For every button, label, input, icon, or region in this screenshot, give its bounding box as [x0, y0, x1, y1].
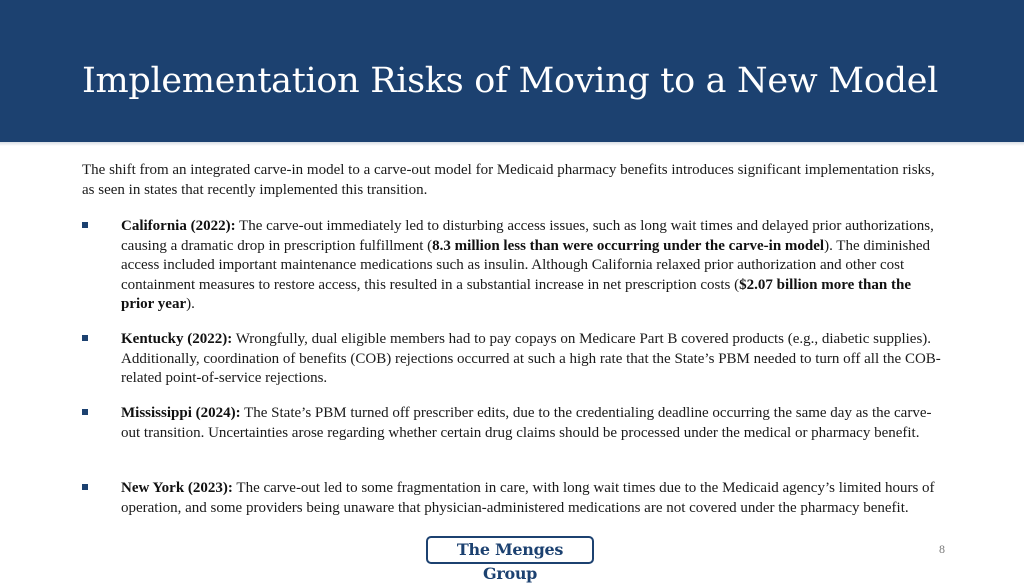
title-bar-shadow: [0, 142, 1024, 146]
bullet-new-york: [82, 479, 944, 518]
bullet-square-icon: [82, 335, 88, 341]
bullet-label: Kentucky (2022):: [121, 331, 233, 347]
bullet-text: [121, 479, 944, 518]
page-number: 8: [939, 542, 945, 556]
bullet-highlight: 8.3 million less than were occurring under the carve-in model: [432, 237, 825, 254]
bullet-square-icon: [82, 222, 88, 228]
intro-paragraph: The shift from an integrated carve-in model to a carve-out model for Medicaid pharmacy benefits introduces significant implementation risks, as seen in states that recently implemented this transition.: [82, 162, 935, 198]
bullet-mississippi: [82, 404, 944, 443]
bullet-text: [121, 217, 944, 315]
bullet-square-icon: [82, 484, 88, 490]
bullet-highlight: $2.07 billion more than the prior year: [121, 276, 911, 312]
title-bar: [0, 0, 1024, 142]
company-logo: The Menges Group: [426, 536, 594, 564]
bullet-text: [121, 330, 944, 389]
bullet-square-icon: [82, 409, 88, 415]
bullet-body: The carve-out led to some fragmentation in care, with long wait times due to the Medicaid agency’s limited hours of operation, and some providers being unaware that physician-administered medications are not covered under the pharmacy benefit.: [121, 480, 935, 516]
bullet-body: ).: [186, 296, 195, 312]
bullet-body: The State’s PBM turned off prescriber edits, due to the credentialing deadline occurring the same day as the carve-out transition. Uncertainties arose regarding whether certain drug claims should be processed under the medical or pharmacy benefit.: [121, 405, 932, 441]
bullet-body: Wrongfully, dual eligible members had to pay copays on Medicare Part B covered products (e.g., diabetic supplies). Additionally, coordination of benefits (COB) rejections occurred at such a high rate that the State’s PBM needed to turn off all the COB-related point-of-service rejections.: [121, 331, 941, 386]
slide-title: Implementation Risks of Moving to a New Model: [82, 61, 938, 101]
bullet-california: [82, 217, 944, 315]
bullet-body: The carve-out immediately led to disturbing access issues, such as long wait times and delayed prior authorizations, causing a dramatic drop in prescription fulfillment (: [121, 218, 934, 254]
bullet-body: ). The diminished access included important maintenance medications such as insulin. Although California relaxed prior authorization and other cost containment measures to restore access, this resulted in a substantial increase in net prescription costs (: [121, 237, 931, 293]
bullet-label: Mississippi (2024):: [121, 405, 241, 421]
bullet-text: [121, 404, 944, 443]
bullet-label: California (2022):: [121, 218, 236, 234]
bullet-kentucky: [82, 330, 944, 389]
bullet-label: New York (2023):: [121, 480, 233, 496]
